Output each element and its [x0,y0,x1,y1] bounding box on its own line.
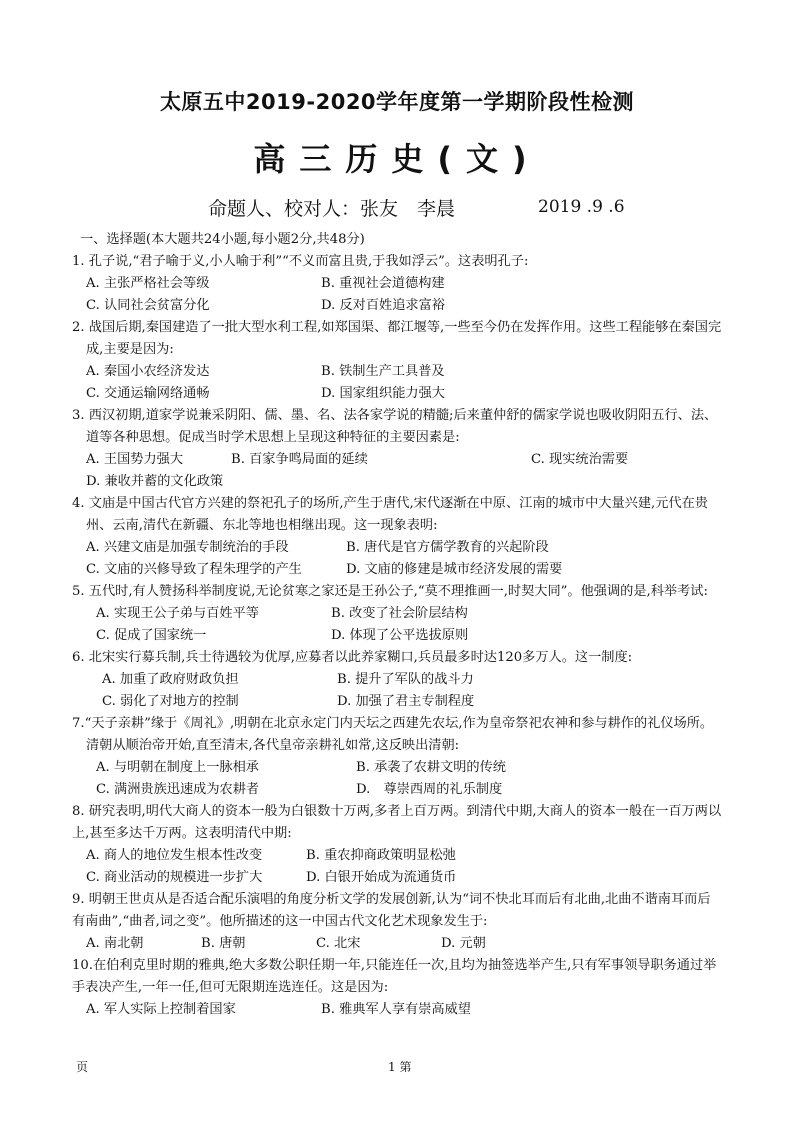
question-1 [72,251,722,317]
option-a[interactable]: A. 军人实际上控制着国家 [86,1002,236,1017]
option-group [72,361,722,405]
question-stem: 2. 战国后期,秦国建造了一批大型水利工程,如郑国渠、都江堰等,一些至今仍在发挥作用。这些工程能够在秦国完成,主要是因为: [72,320,722,357]
subject-title: 高三历史(文) [253,140,541,178]
option-d[interactable]: D. 兼收并蓄的文化政策 [86,474,224,489]
question-stem: 8. 研究表明,明代大商人的资本一般为白银数十万两,多者上百万两。到清代中期,大商人的资本一般在一百万两以上,甚至多达千万两。这表明清代中期: [72,804,722,841]
question-stem: 6. 北宋实行募兵制,兵士待遇较为优厚,应募者以此养家糊口,兵员最多时达120多万人。这一制度: [72,650,633,665]
option-group [72,449,722,493]
option-group [72,537,722,581]
option-b[interactable]: B. 提升了军队的战斗力 [337,672,474,687]
option-b[interactable]: B. 重视社会道德构建 [321,276,445,291]
question-stem: 5. 五代时,有人赞扬科举制度说,无论贫寒之家还是王孙公子,“莫不理推画一,时契大同”。他强调的是,科举考试: [72,584,708,599]
option-a[interactable]: A. 商人的地位发生根本性改变 [86,848,263,863]
question-6 [72,647,722,713]
footer-page-number: 1 第 [388,1060,412,1074]
option-a[interactable]: A. 主张严格社会等级 [86,276,210,291]
option-c[interactable]: C. 现实统治需要 [531,452,629,467]
option-d[interactable]: D. 体现了公平选拔原则 [331,628,469,643]
option-b[interactable]: B. 承袭了农耕文明的传统 [356,760,506,775]
question-stem: 3. 西汉初期,道家学说兼采阴阳、儒、墨、名、法各家学说的精髓;后来董仲舒的儒家学说也吸收阴阳五行、法、道等各种思想。促成当时学术思想上呈现这种特征的主要因素是: [72,408,718,445]
option-b[interactable]: B. 唐代是官方儒学教育的兴起阶段 [346,540,549,555]
option-d[interactable]: D. 白银开始成为流通货币 [306,870,457,885]
option-c[interactable]: C. 北宋 [316,936,361,951]
question-stem: 7.“天子亲耕”缘于《周礼》,明朝在北京永定门内天坛之西建先农坛,作为皇帝祭祀农神和参与耕作的礼仪场所。清朝从顺治帝开始,直至清末,各代皇帝亲耕礼如常,这反映出清朝: [72,716,714,753]
option-a[interactable]: A. 南北朝 [86,936,144,951]
option-d[interactable]: D. 文庙的修建是城市经济发展的需要 [346,562,563,577]
option-b[interactable]: B. 改变了社会阶层结构 [331,606,468,621]
footer-page-label: 页 [76,1060,89,1074]
option-d[interactable]: D. 国家组织能力强大 [321,386,445,401]
question-4 [72,493,722,581]
school-title: 太原五中2019-2020学年度第一学期阶段性检测 [159,90,635,114]
option-group [72,273,722,317]
option-a[interactable]: A. 实现王公子弟与百姓平等 [96,606,259,621]
option-a[interactable]: A. 与明朝在制度上一脉相承 [96,760,259,775]
option-group [72,757,722,801]
question-2 [72,317,722,405]
option-b[interactable]: B. 雅典军人享有崇高威望 [321,1002,471,1017]
question-10 [72,955,722,1021]
option-d[interactable]: D. 加强了君主专制程度 [337,694,475,709]
option-b[interactable]: B. 唐朝 [201,936,246,951]
question-stem: 1. 孔子说,“君子喻于义,小人喻于利”“不义而富且贵,于我如浮云”。这表明孔子: [72,254,529,269]
option-a[interactable]: A. 兴建文庙是加强专制统治的手段 [86,540,289,555]
option-b[interactable]: B. 重农抑商政策明显松弛 [306,848,456,863]
question-stem: 9. 明朝王世贞从是否适合配乐演唱的角度分析文学的发展创新,认为“词不快北耳而后有北曲,北曲不谐南耳而后有南曲”,“曲者,词之变”。他所描述的这一中国古代文化艺术现象发生于: [72,892,711,929]
option-c[interactable]: C. 促成了国家统一 [96,628,207,643]
option-c[interactable]: C. 文庙的兴修导致了程朱理学的产生 [86,562,302,577]
option-a[interactable]: A. 加重了政府财政负担 [102,672,239,687]
question-8 [72,801,722,889]
option-b[interactable]: B. 百家争鸣局面的延续 [231,452,368,467]
question-5 [72,581,722,647]
question-stem: 4. 文庙是中国古代官方兴建的祭祀孔子的场所,产生于唐代,宋代逐渐在中原、江南的城市中大量兴建,元代在贵州、云南,清代在新疆、东北等地也相继出现。这一现象表明: [72,496,708,533]
option-c[interactable]: C. 交通运输网络通畅 [86,386,210,401]
option-group [72,845,722,889]
option-d[interactable]: D. 尊崇西周的礼乐制度 [356,782,503,797]
option-group [72,999,722,1021]
question-stem: 10.在伯利克里时期的雅典,绝大多数公职任期一年,只能连任一次,且均为抽签选举产生,只有军事领导职务通过举手表决产生,一年一任,但可无限期连选连任。这是因为: [72,958,717,995]
question-7 [72,713,722,801]
section-heading: 一、选择题(本大题共24小题,每小题2分,共48分) [80,232,365,247]
exam-date: 2019 .9 .6 [538,197,625,217]
authors-line: 命题人、校对人：张友 李晨 [208,198,456,220]
option-d[interactable]: D. 反对百姓追求富裕 [321,298,445,313]
option-c[interactable]: C. 弱化了对地方的控制 [102,694,239,709]
option-c[interactable]: C. 认同社会贫富分化 [86,298,210,313]
option-c[interactable]: C. 商业活动的规模进一步扩大 [86,870,263,885]
question-9 [72,889,722,955]
option-group [72,603,722,647]
option-a[interactable]: A. 秦国小农经济发达 [86,364,210,379]
option-group [72,933,722,955]
option-group [72,669,722,713]
option-b[interactable]: B. 铁制生产工具普及 [321,364,445,379]
option-d[interactable]: D. 元朝 [441,936,486,951]
question-3 [72,405,722,493]
option-a[interactable]: A. 王国势力强大 [86,452,184,467]
question-list [72,229,722,1021]
option-c[interactable]: C. 满洲贵族迅速成为农耕者 [96,782,260,797]
